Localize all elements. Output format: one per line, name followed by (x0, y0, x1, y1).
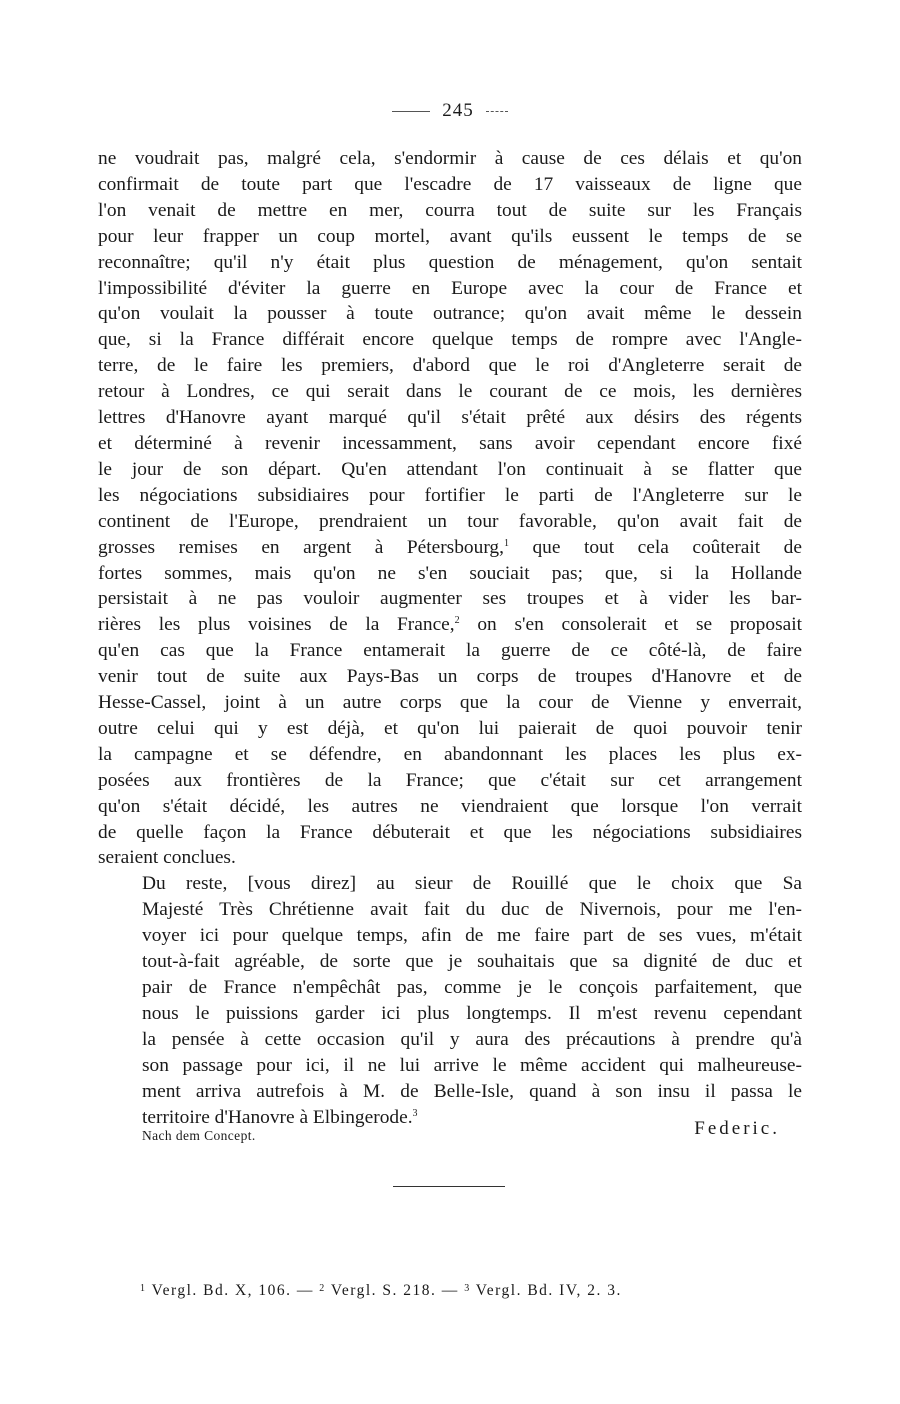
text-line: confirmait de toute part que l'escadre de 17 vaisseaux de ligne que (98, 173, 802, 195)
text-segment: que tout cela coûterait de (508, 536, 802, 558)
text-line: de quelle façon la France débuterait et que les négociations subsidiaires (98, 821, 802, 843)
text-line: Majesté Très Chrétienne avait fait du duc de Nivernois, pour me l'en- (142, 899, 802, 921)
footnote-marker-2: 2 (454, 615, 460, 627)
footnote-marker-1: 1 (503, 537, 509, 549)
text-line: persistait à ne pas vouloir augmenter ses troupes et à vider les bar- (98, 588, 802, 610)
text-segment: on s'en consolerait et se proposait (459, 614, 802, 636)
text-segment: grosses remises en argent à Pétersbourg, (98, 536, 504, 558)
header-rule-left (392, 111, 430, 112)
footnote-3-mark: 3 (464, 1283, 471, 1294)
text-line (98, 612, 802, 638)
text-line: seraient conclues. (98, 847, 236, 869)
text-line: que, si la France différait encore quelque temps de rompre avec l'Angle- (98, 329, 802, 351)
text-line: l'impossibilité d'éviter la guerre en Europe avec la cour de France et (98, 277, 802, 299)
footnote-2-text: Vergl. S. 218. — (325, 1282, 465, 1299)
text-line: reconnaître; qu'il n'y était plus question de ménagement, qu'on sentait (98, 251, 802, 273)
text-line: posées aux frontières de la France; que c'était sur cet arrangement (98, 769, 802, 791)
text-line: les négociations subsidiaires pour fortifier le parti de l'Angleterre sur le (98, 484, 802, 506)
text-line: voyer ici pour quelque temps, afin de me faire part de ses vues, m'était (142, 925, 802, 947)
text-line: la campagne et se défendre, en abandonnant les places les plus ex- (98, 743, 802, 765)
page-header (0, 100, 900, 122)
text-line: et déterminé à revenir incessamment, sans avoir cependant encore fixé (98, 432, 802, 454)
text-line: retour à Londres, ce qui serait dans le courant de ce mois, les dernières (98, 381, 802, 403)
text-segment: territoire d'Hanovre à Elbingerode. (142, 1106, 413, 1128)
text-line: continent de l'Europe, prendraient un tour favorable, qu'on avait fait de (98, 510, 802, 532)
text-segment: rières les plus voisines de la France, (98, 614, 455, 636)
text-line (98, 535, 802, 561)
footnote-3-text: Vergl. Bd. IV, 2. 3. (470, 1282, 622, 1299)
text-line: le jour de son départ. Qu'en attendant l'on continuait à se flatter que (98, 458, 802, 480)
text-line: lettres d'Hanovre ayant marqué qu'il s'était prêté aux désirs des régents (98, 407, 802, 429)
text-line: tout-à-fait agréable, de sorte que je souhaitais que sa dignité de duc et (142, 951, 802, 973)
text-line: nous le puissions garder ici plus longtemps. Il m'est revenu cependant (142, 1002, 802, 1024)
footnote-2-mark: 2 (319, 1283, 326, 1294)
text-line: la pensée à cette occasion qu'il y aura des précautions à prendre qu'à (142, 1028, 802, 1050)
text-line: ne voudrait pas, malgré cela, s'endormir à cause de ces délais et qu'on (98, 148, 802, 169)
text-line: fortes sommes, mais qu'on ne s'en souciait pas; que, si la Hollande (98, 562, 802, 584)
paragraph-2 (98, 871, 802, 1130)
signature: Federic. (694, 1118, 780, 1140)
text-line: outre celui qui y est déjà, et qu'on lui paierait de quoi pouvoir tenir (98, 717, 802, 739)
text-line: pair de France n'empêchât pas, comme je le conçois parfaitement, que (142, 977, 802, 998)
text-line: l'on venait de mettre en mer, courra tout de suite sur les Français (98, 199, 802, 221)
footnotes (140, 1282, 622, 1300)
text-line: Du reste, [vous direz] au sieur de Rouillé que le choix que Sa (142, 873, 802, 895)
footnote-1-text: Vergl. Bd. X, 106. — (146, 1282, 320, 1299)
text-line: terre, de le faire les premiers, d'abord que le roi d'Angleterre serait de (98, 355, 802, 377)
paragraph-1 (98, 146, 802, 871)
text-line: Hesse-Cassel, joint à un autre corps que la cour de Vienne y enverrait, (98, 692, 802, 714)
text-line: qu'on s'était décidé, les autres ne viendraient que lorsque l'on verrait (98, 795, 802, 817)
source-note: Nach dem Concept. (142, 1128, 256, 1143)
text-line: qu'en cas que la France entamerait la guerre de ce côté-là, de faire (98, 640, 802, 662)
text-line: qu'on voulait la pousser à toute outrance; qu'on avait même le dessein (98, 303, 802, 325)
footnote-separator (393, 1186, 505, 1187)
text-line: son passage pour ici, il ne lui arrive le même accident qui malheureuse- (142, 1054, 802, 1076)
footnote-1-mark: 1 (140, 1283, 147, 1294)
header-rule-right (486, 111, 508, 112)
page-number: 245 (442, 100, 474, 121)
text-line: venir tout de suite aux Pays-Bas un corps de troupes d'Hanovre et de (98, 666, 802, 688)
footnote-marker-3: 3 (412, 1107, 418, 1119)
text-line: ment arriva autrefois à M. de Belle-Isle, quand à son insu il passa le (142, 1080, 802, 1102)
text-line: pour leur frapper un coup mortel, avant qu'ils eussent le temps de se (98, 225, 802, 247)
